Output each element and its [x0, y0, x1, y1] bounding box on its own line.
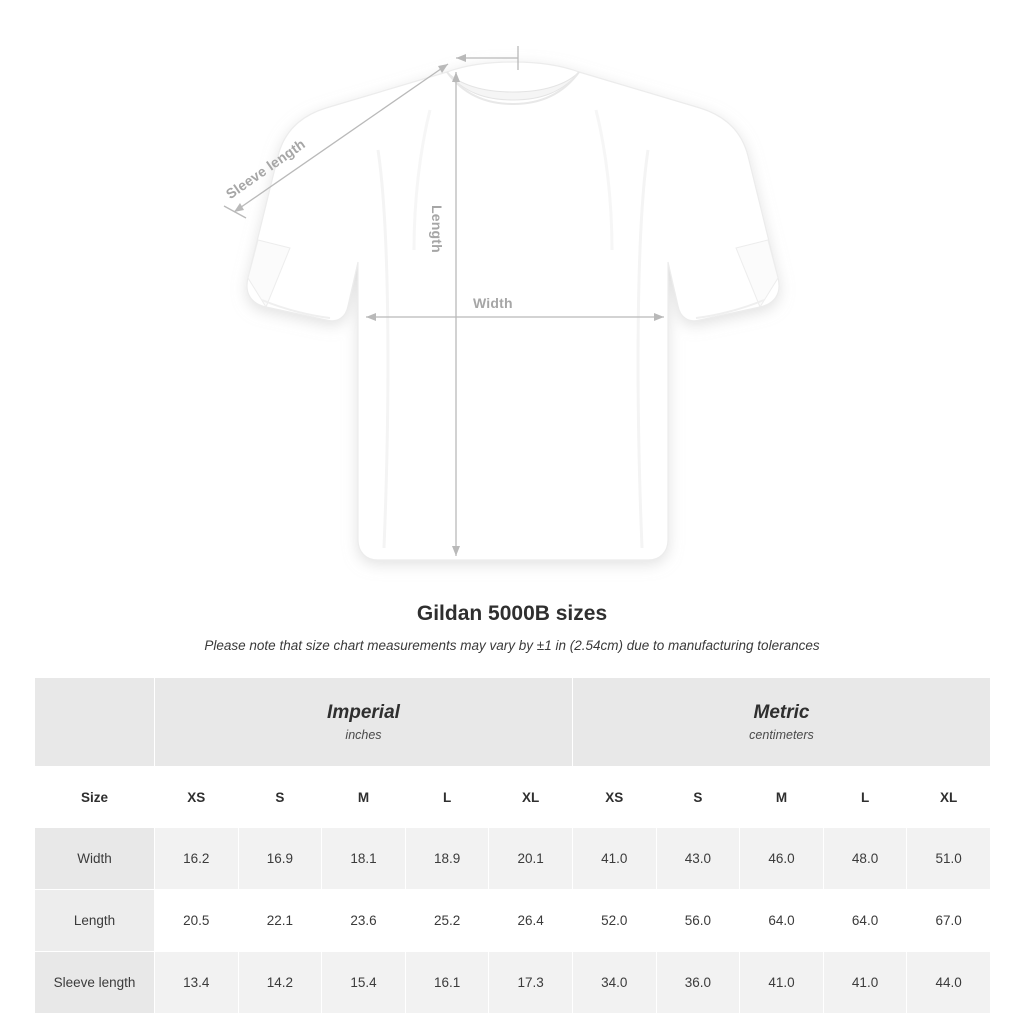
header-size-s-metric: S	[656, 767, 740, 828]
size-chart-table-wrapper	[34, 677, 990, 1014]
tolerance-note: Please note that size chart measurements may vary by ±1 in (2.54cm) due to manufacturing tolerances	[204, 638, 820, 653]
cell-sleeve-xs-cm: 34.0	[572, 952, 656, 1014]
cell-length-m-cm: 64.0	[740, 890, 824, 952]
cell-width-xs-in: 16.2	[155, 828, 239, 890]
header-size-s-imperial: S	[238, 767, 322, 828]
cell-sleeve-l-cm: 41.0	[823, 952, 907, 1014]
unit-header-metric	[572, 678, 990, 767]
table-row	[35, 890, 991, 952]
cell-sleeve-m-cm: 41.0	[740, 952, 824, 1014]
header-size-xs-imperial: XS	[155, 767, 239, 828]
cell-sleeve-xl-cm: 44.0	[907, 952, 991, 1014]
header-size-xl-metric: XL	[907, 767, 991, 828]
page-title: Gildan 5000B sizes	[416, 602, 608, 625]
cell-sleeve-l-in: 16.1	[405, 952, 489, 1014]
cell-width-xl-cm: 51.0	[907, 828, 991, 890]
cell-width-s-cm: 43.0	[656, 828, 740, 890]
unit-header-imperial	[155, 678, 573, 767]
cell-sleeve-s-cm: 36.0	[656, 952, 740, 1014]
units-row	[35, 678, 991, 767]
unit-sub-metric: centimeters	[749, 728, 814, 742]
cell-length-xs-in: 20.5	[155, 890, 239, 952]
cell-width-xs-cm: 41.0	[572, 828, 656, 890]
unit-sub-imperial: inches	[345, 728, 382, 742]
cell-length-l-in: 25.2	[405, 890, 489, 952]
row-label-width: Width	[35, 828, 155, 890]
row-label-sleeve-length: Sleeve length	[35, 952, 155, 1014]
header-size-m-metric: M	[740, 767, 824, 828]
cell-length-xl-cm: 67.0	[907, 890, 991, 952]
header-size-l-imperial: L	[405, 767, 489, 828]
label-sleeve-length: Sleeve length	[222, 135, 309, 202]
cell-length-m-in: 23.6	[322, 890, 406, 952]
cell-width-m-cm: 46.0	[740, 828, 824, 890]
sizes-header-row	[35, 767, 991, 828]
cell-sleeve-s-in: 14.2	[238, 952, 322, 1014]
cell-width-m-in: 18.1	[322, 828, 406, 890]
cell-length-l-cm: 64.0	[823, 890, 907, 952]
cell-length-s-in: 22.1	[238, 890, 322, 952]
cell-length-s-cm: 56.0	[656, 890, 740, 952]
size-chart-table	[34, 677, 991, 1014]
cell-sleeve-xl-in: 17.3	[489, 952, 573, 1014]
cell-sleeve-m-in: 15.4	[322, 952, 406, 1014]
table-row	[35, 828, 991, 890]
header-size-l-metric: L	[823, 767, 907, 828]
cell-length-xs-cm: 52.0	[572, 890, 656, 952]
unit-name-metric: Metric	[753, 702, 810, 723]
table-row	[35, 952, 991, 1014]
cell-width-l-cm: 48.0	[823, 828, 907, 890]
header-size-xs-metric: XS	[572, 767, 656, 828]
header-size-label: Size	[35, 767, 155, 828]
unit-name-imperial: Imperial	[327, 702, 400, 723]
cell-length-xl-in: 26.4	[489, 890, 573, 952]
header-size-xl-imperial: XL	[489, 767, 573, 828]
header-size-m-imperial: M	[322, 767, 406, 828]
cell-sleeve-xs-in: 13.4	[155, 952, 239, 1014]
cell-width-s-in: 16.9	[238, 828, 322, 890]
label-length: Length	[429, 205, 445, 253]
cell-width-l-in: 18.9	[405, 828, 489, 890]
row-label-length: Length	[35, 890, 155, 952]
corner-cell	[35, 678, 155, 767]
label-width: Width	[473, 295, 513, 311]
cell-width-xl-in: 20.1	[489, 828, 573, 890]
tshirt-shape	[247, 62, 779, 560]
